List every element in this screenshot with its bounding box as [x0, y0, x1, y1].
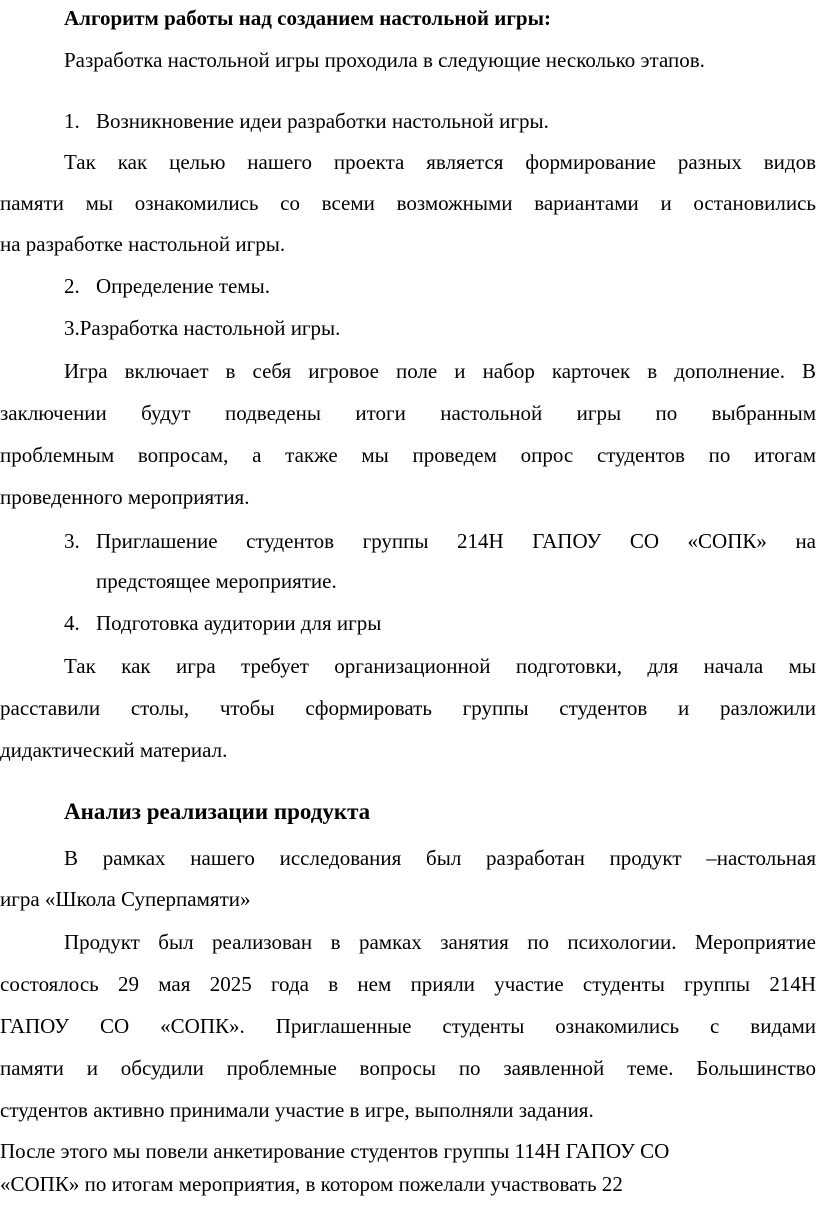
- paragraph-product-line: игра «Школа Суперпамяти»: [0, 887, 251, 911]
- paragraph-event-line: студентов активно принимали участие в игре, выполняли задания.: [0, 1098, 594, 1122]
- paragraph-preparation-line: Так как игра требует организационной подготовки, для начала мы: [64, 654, 816, 678]
- paragraph-game-line: проблемным вопросам, а также мы проведем опрос студентов по итогам: [0, 443, 816, 467]
- step-2-text: Определение темы.: [96, 274, 270, 298]
- paragraph-goal-line: Так как целью нашего проекта является формирование разных видов: [64, 150, 816, 174]
- paragraph-game-line: Игра включает в себя игровое поле и набор карточек в дополнение. В: [64, 359, 816, 383]
- step-2-number: 2.: [64, 274, 80, 298]
- paragraph-preparation-line: дидактический материал.: [0, 738, 228, 762]
- section-heading-analysis: Анализ реализации продукта: [64, 799, 371, 824]
- paragraph-event-line: Продукт был реализован в рамках занятия по психологии. Мероприятие: [64, 930, 816, 954]
- paragraph-game-line: заключении будут подведены итоги настольной игры по выбранным: [0, 401, 816, 425]
- paragraph-goal-line: памяти мы ознакомились со всеми возможными вариантами и остановились: [0, 191, 816, 215]
- section-heading-algorithm: Алгоритм работы над созданием настольной игры:: [64, 6, 551, 30]
- paragraph-product-line: В рамках нашего исследования был разработан продукт –настольная: [64, 846, 816, 870]
- intro-paragraph: Разработка настольной игры проходила в следующие несколько этапов.: [64, 48, 705, 72]
- step-3-text: 3.Разработка настольной игры.: [64, 316, 341, 340]
- paragraph-goal-line: на разработке настольной игры.: [0, 232, 286, 256]
- paragraph-survey-line: После этого мы повели анкетирование студентов группы 114Н ГАПОУ СО: [0, 1139, 670, 1163]
- step-4-number: 3.: [64, 529, 80, 553]
- paragraph-game-line: проведенного мероприятия.: [0, 485, 250, 509]
- step-5-text: Подготовка аудитории для игры: [96, 611, 382, 635]
- paragraph-preparation-line: расставили столы, чтобы сформировать группы студентов и разложили: [0, 696, 816, 720]
- step-1-number: 1.: [64, 109, 80, 133]
- paragraph-event-line: ГАПОУ СО «СОПК». Приглашенные студенты ознакомились с видами: [0, 1014, 816, 1038]
- step-1-text: Возникновение идеи разработки настольной игры.: [96, 109, 549, 133]
- paragraph-event-line: памяти и обсудили проблемные вопросы по заявленной теме. Большинство: [0, 1056, 816, 1080]
- step-4-text-line: предстоящее мероприятие.: [96, 569, 337, 593]
- step-5-number: 4.: [64, 611, 80, 635]
- paragraph-survey-line: «СОПК» по итогам мероприятия, в котором пожелали участвовать 22: [0, 1172, 623, 1196]
- paragraph-event-line: состоялось 29 мая 2025 года в нем прияли участие студенты группы 214Н: [0, 972, 816, 996]
- step-4-text-line: Приглашение студентов группы 214Н ГАПОУ СО «СОПК» на: [96, 529, 816, 553]
